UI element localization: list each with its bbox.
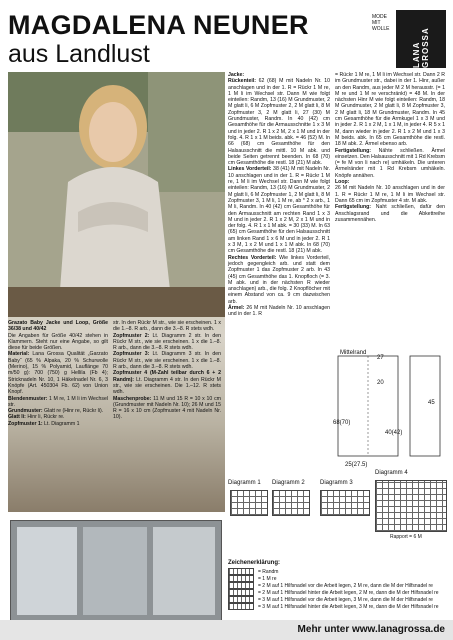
paragraph — [228, 78, 330, 166]
logo-brand-text: LANA GROSSA — [412, 27, 430, 68]
diagram-measure-l1: 27 — [377, 355, 384, 361]
paragraph — [8, 333, 108, 352]
legend-text: = 3 M auf 1 Hilfsnadel hinter die Arbeit legen, 3 M re, dann die M der Hilfsnadel re — [258, 603, 439, 610]
paragraph-heading: Loop: — [335, 179, 350, 186]
diagram-4-label: Diagramm 4 — [375, 470, 408, 476]
diagram-4-grid — [375, 480, 447, 532]
paragraph-text: Die Angaben für Größe 40/42 stehen in Klammern. Steht nur eine Angabe, so gilt diese für beide Größen. — [8, 332, 108, 352]
paragraph-text: Naht schließen, dafür den Anschlagsrand und die Abkettreihe zusammennähen. — [335, 204, 445, 223]
paragraph-text: Lt. Diagramm 1 — [42, 420, 80, 427]
logo-tagline: MODE MIT WOLLE — [372, 14, 390, 32]
model-photo — [8, 72, 225, 512]
diagram-1-grid — [230, 490, 268, 516]
paragraph — [228, 305, 330, 318]
text-column-3 — [228, 72, 330, 318]
text-column-2 — [113, 320, 221, 421]
paragraph-heading: Blendenmuster: — [8, 395, 48, 402]
diagram-sleeve-label: 45 — [428, 400, 435, 406]
paragraph-text: Lana Grossa Qualität „Garzato Baby“ (65 % Alpaka, 20 % Schurwolle (Merino), 15 % Polyamid, Lauflänge 70 m/50 g): 700 (750) g Hellila (Fb 4); Stricknadeln Nr. 10, 1 Häkelnadel Nr. 6, 3 Knöpfe (Art. 450304 Fb. 62) von Union Knopf. — [8, 351, 108, 396]
diagram-measure-h2: 40(42) — [385, 430, 403, 436]
brand-logo — [372, 10, 446, 68]
paragraph-heading: Zopfmuster 1: — [8, 420, 43, 427]
paragraph-text: = Rückr 1 M re, 1 M li im Wechsel str. Dann 2 R im Grundmuster str., dabei in der 1. Hinr, außer an den Randm, aus jeder M 2 M herausstr. (= 1 M re und 1 M re verschränkt) = 48 M. In der nächsten Hinr M wie folgt einteilen: Randm, 18 M Grundmuster, 2 M glatt li, 8 M Zopfmuster 3, 2 M glatt li, 18 M Grundmuster, Randm. In 45 cm Gesamthöhe für die Armkugel 1 x 3 M und in jeder 2. R 1 x 2 M, 1 x 1 M, in jeder 4. R 5 x 1 M, dann wieder in jeder 2. R 1 x 2 M und 1 x 3 M beids. abk. In 65 cm Gesamthöhe die restl. 18 M abk. 2. Ärmel ebenso arb. — [335, 72, 445, 148]
paragraph-heading: Maschenprobe: — [113, 395, 152, 402]
paragraph-text: Glatt re (Hinr re, Rückr li). — [42, 408, 104, 415]
schnitt-diagram — [330, 348, 446, 470]
paragraph-heading: Ärmel: — [228, 304, 245, 311]
legend-text: = 2 M auf 1 Hilfsnadel hinter die Arbeit legen, 2 M re, dann die M der Hilfsnadel re — [258, 589, 439, 596]
paragraph — [228, 255, 330, 305]
paragraph-heading: Grundmuster: — [8, 408, 43, 415]
paragraph — [335, 185, 445, 204]
paragraph-text: Lt. Diagramm 4 str. In den Rückr M str., wie sie erscheinen. Die 1.–12. R stets wdh. — [113, 376, 221, 396]
legend-title: Zeichenerklärung: — [228, 560, 281, 566]
diagram-2-label: Diagramm 2 — [272, 480, 305, 486]
paragraph-text: 1 M re, 1 M li im Wechsel str. — [8, 395, 108, 408]
diagram-2-grid — [272, 490, 310, 516]
legend-item — [228, 596, 448, 603]
paragraph-text: Hinr li, Rückr re. — [25, 414, 65, 421]
text-column-4 — [335, 72, 445, 223]
diagram-main-label: Mittelrand — [340, 350, 367, 356]
paragraph — [8, 351, 108, 395]
legend-item — [228, 589, 448, 596]
diagram-3-label: Diagramm 3 — [320, 480, 353, 486]
legend-symbol-icon — [228, 589, 254, 596]
paragraph-heading: Glatt li: — [8, 414, 26, 421]
legend-item — [228, 603, 448, 610]
paragraph-heading: Zopfmuster 2: — [113, 332, 150, 339]
paragraph-heading: Linkes Vorderteil: — [228, 166, 272, 173]
paragraph-text: Wie linkes Vorderteil, jedoch gegengleich arb. und statt dem Zopfmuster 1 das Zopfmuster 2 arb. In 43 (45) cm Gesamthöhe das 1. Knopfloch (= 3. M abk. und in der nächsten R wieder anschlagen) arb., die folg. 2 Knopflöcher mit einem Abstand von ca. 9 cm dazwischen arb. — [228, 254, 330, 305]
paragraph — [113, 320, 221, 333]
legend-item — [228, 568, 448, 575]
paragraph-heading: Material: — [8, 351, 30, 358]
paragraph-heading: Grazato Baby Jacke und Loop, Größe 36/38 und 40/42 — [8, 320, 108, 333]
diagram-3-grid — [320, 490, 370, 516]
paragraph-heading: Rechtes Vorderteil: — [228, 254, 277, 261]
paragraph-heading: Rückenteil: — [228, 78, 256, 85]
paragraph — [335, 148, 445, 179]
paragraph — [228, 166, 330, 254]
page-title: MAGDALENA NEUNER — [8, 10, 309, 40]
paragraph — [335, 204, 445, 223]
paragraph-text: Lt. Diagramm 2 str. In den Rückr M str., wie sie erscheinen. 1 x die 1.–8. R arb., dann die 3.–8. R stets wdh. — [113, 332, 221, 352]
paragraph-text: 38 (41) M mit Nadeln Nr. 10 anschlagen und in der 1. R = Rückr 1 M re, 1 M li im Wechsel str. Dann M wie folgt einteilen: Randm, 13 (16) M Grundmuster, 2 M glatt li, 6 M Zopfmuster 1, 2 M glatt li, 8 M Zopfmuster 3, 1 M li, 1 M re, ab * 2 x arb., 1 M li, Randm. In 40 (42) cm Gesamthöhe für den Armausschnitt am rechten Rand 1 x 3 M und in jeder 2. R 1 x 2 M, 2 x 1 M und in der folg. 4. R 1 x 1 M abk. = 30 (33) M. In 63 (65) cm Gesamthöhe für den Halsausschnitt am linken Rand 1 x 6 M und in jeder 2. R 1 x 3 M, 1 x 2 M und 1 x 1 M abk. In 68 (70) cm Gesamthöhe die restl. 18 (21) M abk. — [228, 166, 330, 255]
diagram-measure-l2: 20 — [377, 380, 384, 386]
paragraph — [113, 351, 221, 370]
paragraph-heading: Zopfmuster 4 (M-Zahl teilbar durch 6 + 2 Randm): — [113, 370, 221, 383]
text-column-1 — [8, 320, 108, 427]
paragraph-text: str. In den Rückr M str., wie sie erscheinen. 1 x die 1.–8. R arb., dann die 3.–8. R stets wdh. — [113, 320, 221, 333]
paragraph — [8, 421, 108, 427]
paragraph-text: 26 M mit Nadeln Nr. 10 anschlagen und in der 1. R = Rückr 1 M re, 1 M li im Wechsel str. Dann 65 cm im Zopfmuster 4 str. M abk. — [335, 185, 445, 204]
diagram-4-rapport: Rapport = 6 M — [390, 534, 422, 540]
paragraph-heading: Jacke: — [228, 72, 245, 78]
legend-text: = 1 M re — [258, 575, 277, 582]
paragraph-text: Lt. Diagramm 3 str. In den Rückr M str., wie sie erscheinen. 1 x die 1.–8. R arb., dann die 3.–8. R stets wdh. — [113, 351, 221, 371]
paragraph-text: 62 (68) M mit Nadeln Nr. 10 anschlagen und in der 1. R = Rückr 1 M re, 1 M li im Wechsel str. Dann M wie folgt einteilen: Randm, 13 (16) M Grundmuster, 2 M glatt li, 6 M Zopfmuster 2, 2 M glatt li, 8 M Zopfmuster 3, 2 M glatt li, 27 (30) M Grundmuster, Randm. In 40 (42) cm Gesamthöhe für die Armausschnitte 1 x 3 M und in jeder 2. R 1 x 2 M, 2 x 1 M und in der folg. 4. R 1 x 1 M beids. abk. = 46 (52) M. In 66 (68) cm Gesamthöhe für den Halsausschnitt die mittl. 10 M abk. und beide Seiten getrennt beenden. In 68 (70) cm Gesamthöhe die restl. 18 (21) M abk. — [228, 78, 330, 167]
legend-symbol-icon — [228, 575, 254, 582]
paragraph-heading: Fertigstellung: — [335, 147, 372, 154]
diagram-1-label: Diagramm 1 — [228, 480, 261, 486]
paragraph — [113, 333, 221, 352]
legend-text: = 3 M auf 1 Hilfsnadel vor die Arbeit legen, 3 M re, dann die M der Hilfsnadel re — [258, 596, 433, 603]
legend-text: = 2 M auf 1 Hilfsnadel vor die Arbeit legen, 2 M re, dann die M der Hilfsnadel re — [258, 582, 433, 589]
legend-symbol-icon — [228, 603, 254, 610]
diagram-measure-bottom: 25(27.5) — [345, 462, 368, 468]
magazine-cover-image — [10, 520, 222, 622]
legend-text: = Randm — [258, 568, 279, 575]
legend-symbol-icon — [228, 582, 254, 589]
pattern-schematic — [330, 348, 446, 470]
logo-box — [396, 10, 446, 68]
legend-list — [228, 568, 448, 610]
paragraph-text: 26 M mit Nadeln Nr. 10 anschlagen und in der 1. R — [228, 304, 330, 318]
paragraph-text: Nähte schließen. Ärmel einsetzen. Den Halsausschnitt mit 1 Rd Krebsm (= fe M von li nach re) umhäkeln. Die unteren Ärmelränder mit 1 Rd Krebsm umhäkeln. Knöpfe annähen. — [335, 147, 445, 179]
paragraph — [8, 320, 108, 333]
footer-link[interactable]: Mehr unter www.lanagrossa.de — [297, 624, 445, 635]
legend-item — [228, 575, 448, 582]
paragraph-text: 11 M und 15 R = 10 x 10 cm (Grundmuster mit Nadeln Nr. 10); 26 M und 15 R = 16 x 10 cm (Zopfmuster 4 mit Nadeln Nr. 10). — [113, 395, 221, 421]
paragraph — [113, 396, 221, 421]
paragraph-heading: Fertigstellung: — [335, 204, 372, 211]
paragraph — [335, 72, 445, 148]
legend-symbol-icon — [228, 568, 254, 575]
legend-item — [228, 582, 448, 589]
photo-illustration — [8, 72, 225, 317]
paragraph — [113, 370, 221, 395]
magazine-illustration — [11, 521, 221, 621]
page-subtitle: aus Landlust — [8, 40, 150, 68]
diagram-measure-h1: 68(70) — [333, 420, 351, 426]
legend-symbol-icon — [228, 596, 254, 603]
paragraph — [8, 396, 108, 409]
paragraph-heading: Zopfmuster 3: — [113, 351, 150, 358]
